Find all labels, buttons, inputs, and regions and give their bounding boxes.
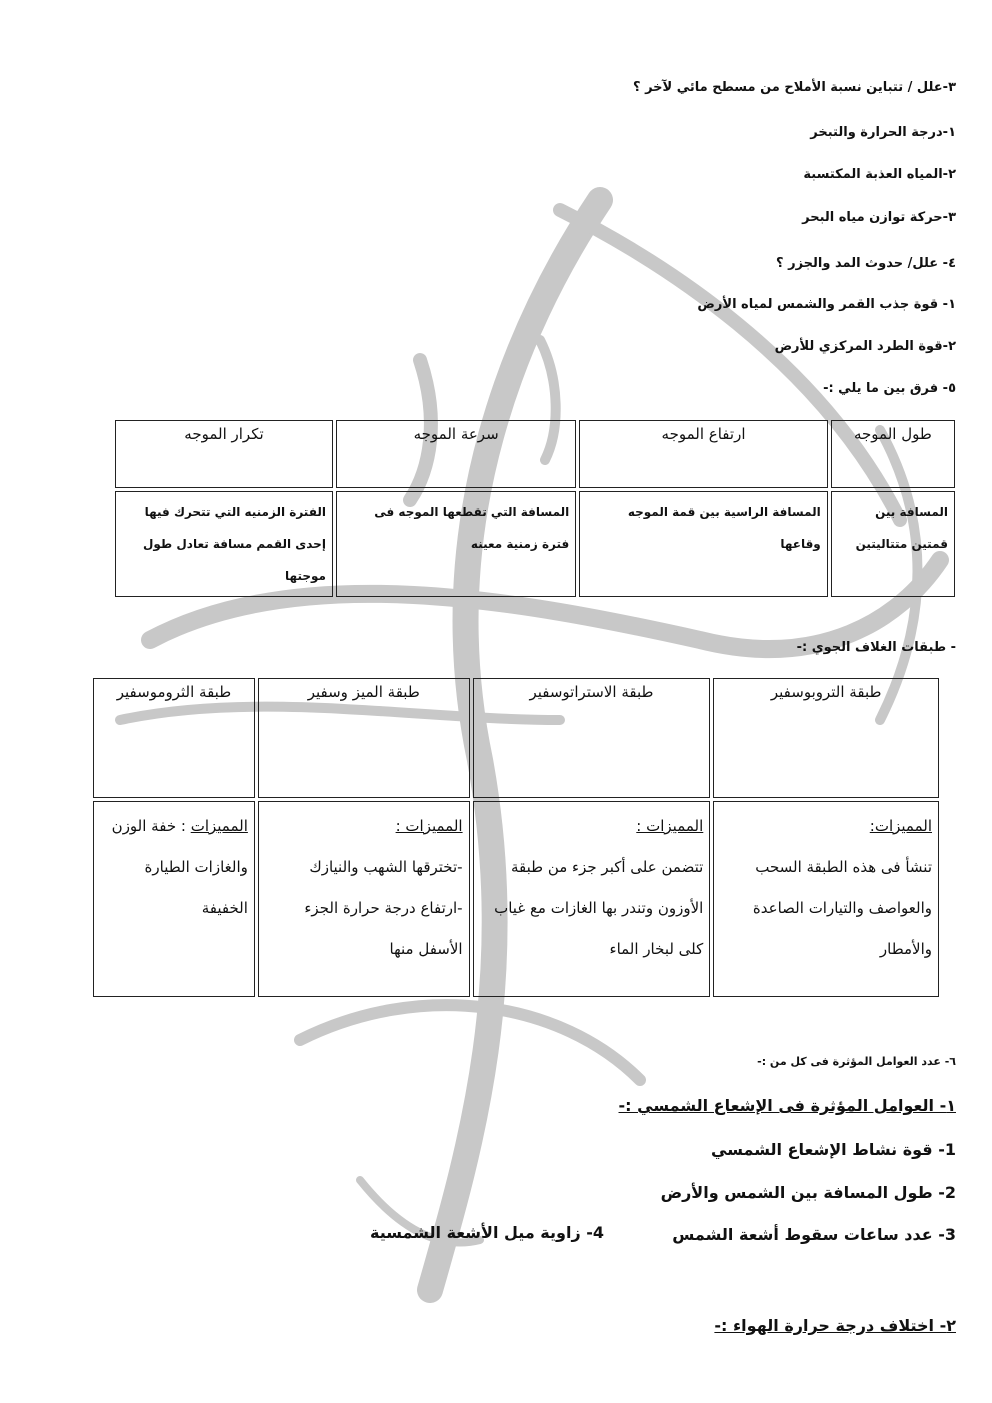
q4-title: ٤- علل/ حدوث المد والجزر ؟ xyxy=(776,256,956,271)
table-row xyxy=(115,491,955,597)
feature-text: تنشأ فى هذه الطبقة السحب والعواصف والتيارات الصاعدة والأمطار xyxy=(752,858,932,958)
feature-text: : خفة الوزن والغازات الطيارة الخفيفة xyxy=(111,817,248,917)
feature-label: المميزات xyxy=(190,817,248,835)
q6-item-2 xyxy=(661,1183,956,1202)
table-row xyxy=(93,801,939,997)
q6-item-1: 1- قوة نشاط الإشعاع الشمسي xyxy=(711,1140,956,1159)
header-wave-length: طول الموجه xyxy=(831,420,955,488)
feature-label: المميزات : xyxy=(636,817,704,835)
q6-title: ٦- عدد العوامل المؤثرة فى كل من :- xyxy=(757,1055,956,1068)
cell-wave-speed: المسافة التي تقطعها الموجه فى فترة زمنية معينه xyxy=(336,491,576,597)
q6-item-4: 4- زاوية ميل الأشعة الشمسية xyxy=(369,1223,604,1242)
header-stratosphere: طبقة الاستراتوسفير xyxy=(473,678,711,798)
cell-troposphere xyxy=(713,801,939,997)
cell-wave-height: المسافة الراسية بين قمة الموجه وقاعها xyxy=(579,491,827,597)
q4-answer-1: ١- قوة جذب القمر والشمس لمياه الأرض xyxy=(697,297,956,312)
q6-item-3: 3- عدد ساعات سقوط أشعة الشمس xyxy=(672,1225,956,1244)
layers-title: - طبقات الغلاف الجوي :- xyxy=(796,640,956,655)
q6-sub1: ١- العوامل المؤثرة فى الإشعاع الشمسي :- xyxy=(618,1096,956,1115)
feature-label: المميزات : xyxy=(395,817,463,835)
q3-answer-1: ١-درجة الحرارة والتبخر xyxy=(810,125,956,140)
q3-title: ٣-علل / تتباين نسبة الأملاح من مسطح مائي لآخر ؟ xyxy=(633,80,956,95)
header-thermosphere: طبقة الثروموسفير xyxy=(93,678,255,798)
feature-label: المميزات: xyxy=(869,817,932,835)
cell-mesosphere xyxy=(258,801,470,997)
cell-stratosphere xyxy=(473,801,711,997)
q3-answer-2: ٢-المياه العذبة المكتسبة xyxy=(803,167,956,182)
table-header-row xyxy=(115,420,955,488)
cell-wave-length: المسافة بين قمتين متتاليتين xyxy=(831,491,955,597)
header-wave-frequency: تكرار الموجه xyxy=(115,420,333,488)
cell-thermosphere xyxy=(93,801,255,997)
feature-text: تتضمن على أكبر جزء من طبقة الأوزون وتندر بها الغازات مع غياب كلى لبخار الماء xyxy=(494,858,704,958)
header-wave-height: ارتفاع الموجه xyxy=(579,420,827,488)
wave-comparison-table xyxy=(112,417,958,600)
feature-text: -تخترقها الشهب والنيازك -ارتفاع درجة حرارة الجزء الأسفل منها xyxy=(304,858,463,958)
q3-answer-3: ٣-حركة توازن مياه البحر xyxy=(802,210,956,225)
q6-item-2-text: 2- طول المسافة بين الشمس والأرض xyxy=(660,1183,956,1202)
q6-sub2: ٢- اختلاف درجة حرارة الهواء :- xyxy=(714,1316,956,1335)
header-mesosphere: طبقة الميز وسفير xyxy=(258,678,470,798)
cell-wave-frequency: الفترة الزمنيه التي تتحرك فيها إحدى القمم مسافة تعادل طول موجتها xyxy=(115,491,333,597)
q4-answer-2: ٢-قوة الطرد المركزي للأرض xyxy=(774,339,956,354)
atmosphere-layers-table xyxy=(90,675,942,1000)
q5-title: ٥- فرق بين ما يلي :- xyxy=(823,381,956,396)
header-troposphere: طبقة التروبوسفير xyxy=(713,678,939,798)
table-header-row xyxy=(93,678,939,798)
header-wave-speed: سرعة الموجه xyxy=(336,420,576,488)
